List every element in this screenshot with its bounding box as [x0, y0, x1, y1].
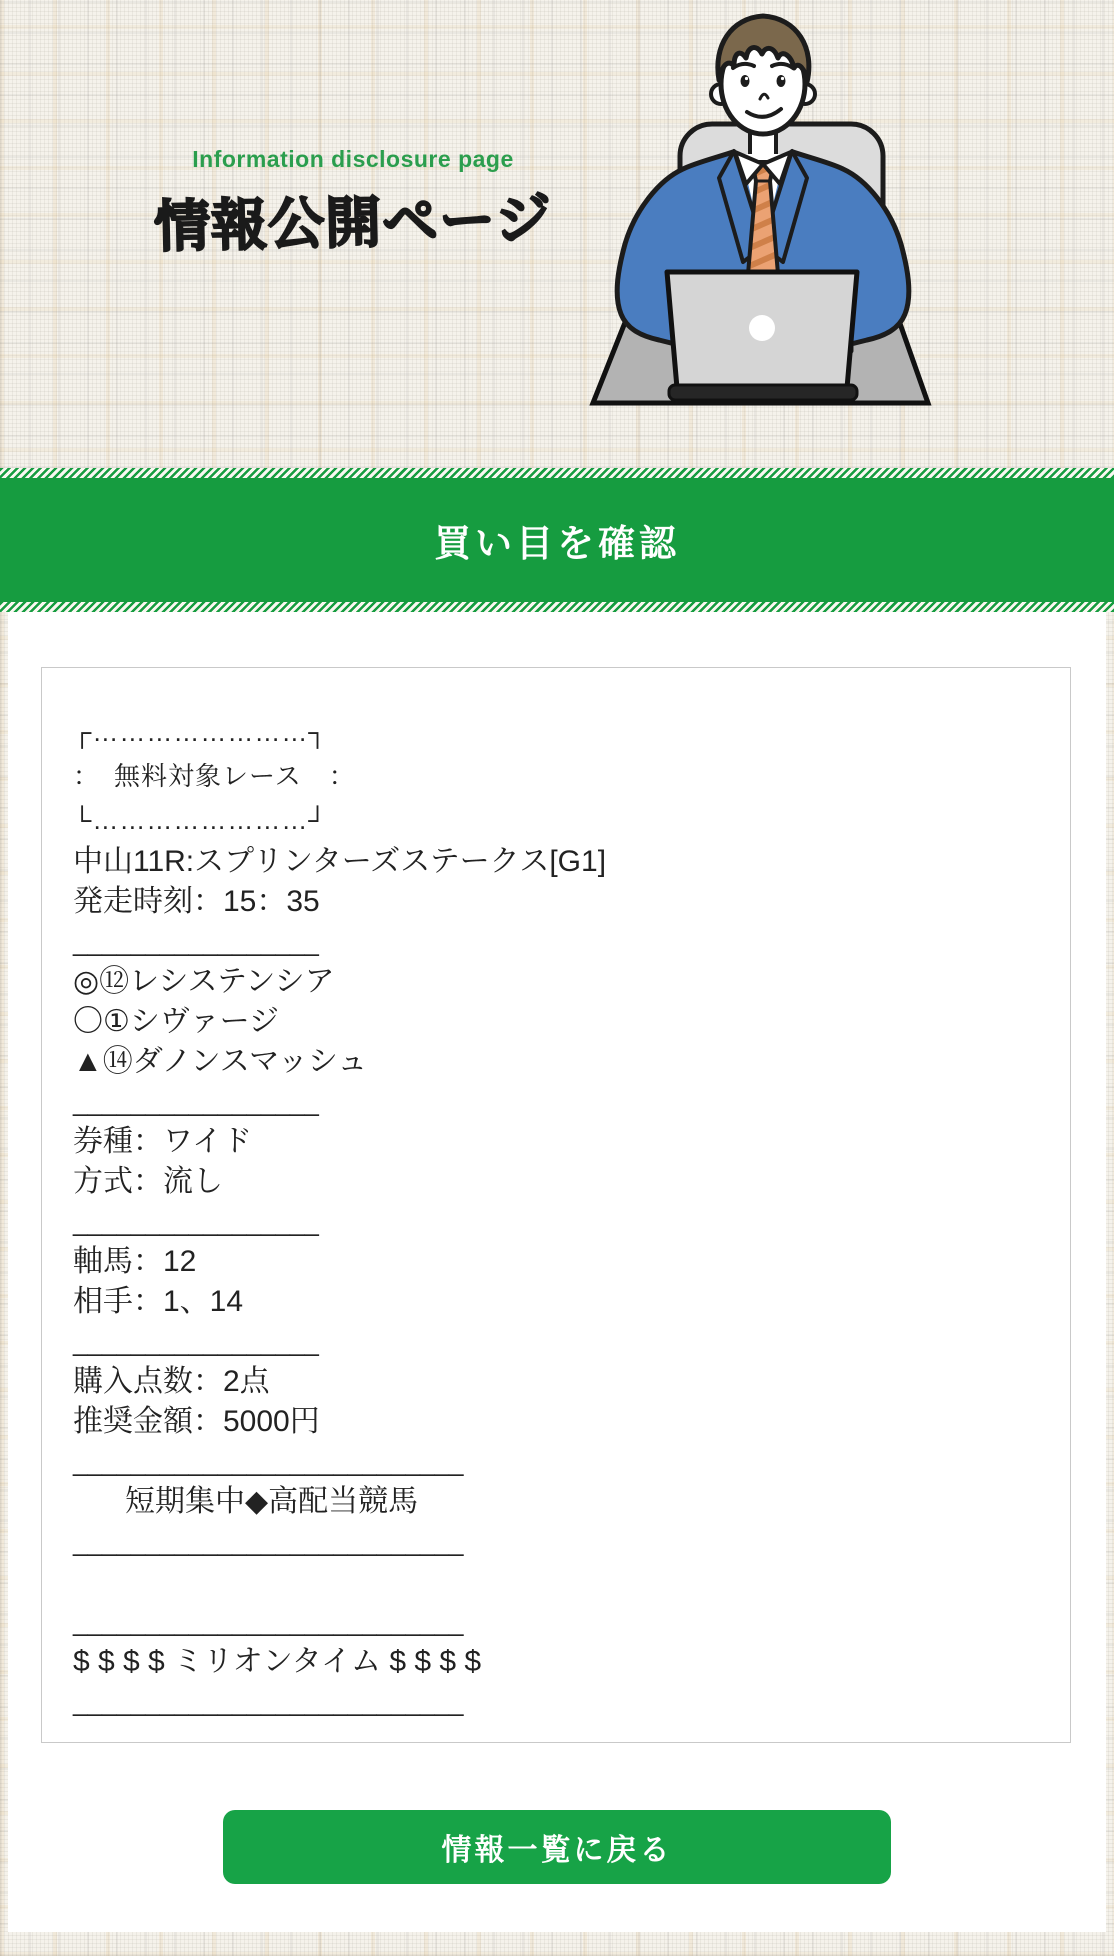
content-panel [8, 612, 1106, 1932]
header-subtitle: Information disclosure page [192, 146, 514, 172]
laptop-logo [749, 315, 775, 341]
purchase-points: 購入点数：2点 [73, 1365, 270, 1398]
pick-triangle: ▲⑭ダノンスマッシュ [73, 1045, 368, 1078]
separator-5: ___________________________ [73, 1447, 464, 1477]
laptop-base [669, 385, 857, 400]
million-time: $ $ $ $ ミリオンタイム $ $ $ $ [73, 1645, 482, 1678]
separator-7: ___________________________ [73, 1607, 464, 1637]
race-box-top: ┌……………………┐ [73, 717, 328, 747]
header-title-block [98, 146, 608, 259]
separator-1: _________________ [73, 927, 319, 957]
eye-left [741, 75, 750, 87]
free-race-label: ： 無料対象レース ： [73, 761, 356, 791]
race-info-lines [73, 710, 1050, 1722]
brand-name: 短期集中◆高配当競馬 [125, 1485, 419, 1518]
blank-line [73, 1562, 1050, 1602]
separator-6: ___________________________ [73, 1527, 464, 1557]
separator-3: _________________ [73, 1207, 319, 1237]
banner-body [0, 478, 1114, 602]
separator-2: _________________ [73, 1087, 319, 1117]
separator-8: ___________________________ [73, 1687, 464, 1717]
confirm-banner [0, 468, 1114, 612]
partner-horses: 相手：1、14 [73, 1285, 244, 1318]
banner-title: 買い目を確認 [434, 523, 680, 564]
race-name: 中山11R:スプリンターズステークス[G1] [73, 845, 607, 878]
ticket-type: 券種：ワイド [73, 1125, 253, 1158]
banner-hatch-bottom [0, 602, 1114, 612]
pick-double-circle: ◎⑫レシステンシア [73, 965, 335, 998]
banner-hatch-top [0, 468, 1114, 478]
bet-method: 方式：流し [73, 1165, 223, 1198]
start-time: 発走時刻：15：35 [73, 885, 320, 918]
eye-right [777, 75, 786, 87]
race-info-card [41, 667, 1071, 1743]
pick-circle: 〇①シヴァージ [73, 1005, 279, 1038]
race-box-bottom: └……………………┘ [73, 805, 328, 835]
back-button[interactable]: 情報一覧に戻る [223, 1810, 891, 1884]
axis-horse: 軸馬：12 [73, 1245, 197, 1278]
page-title: 情報公開ページ [153, 186, 553, 259]
separator-4: _________________ [73, 1327, 319, 1357]
recommended-amount: 推奨金額：5000円 [73, 1405, 320, 1438]
businessman-at-laptop-illustration [583, 6, 943, 406]
